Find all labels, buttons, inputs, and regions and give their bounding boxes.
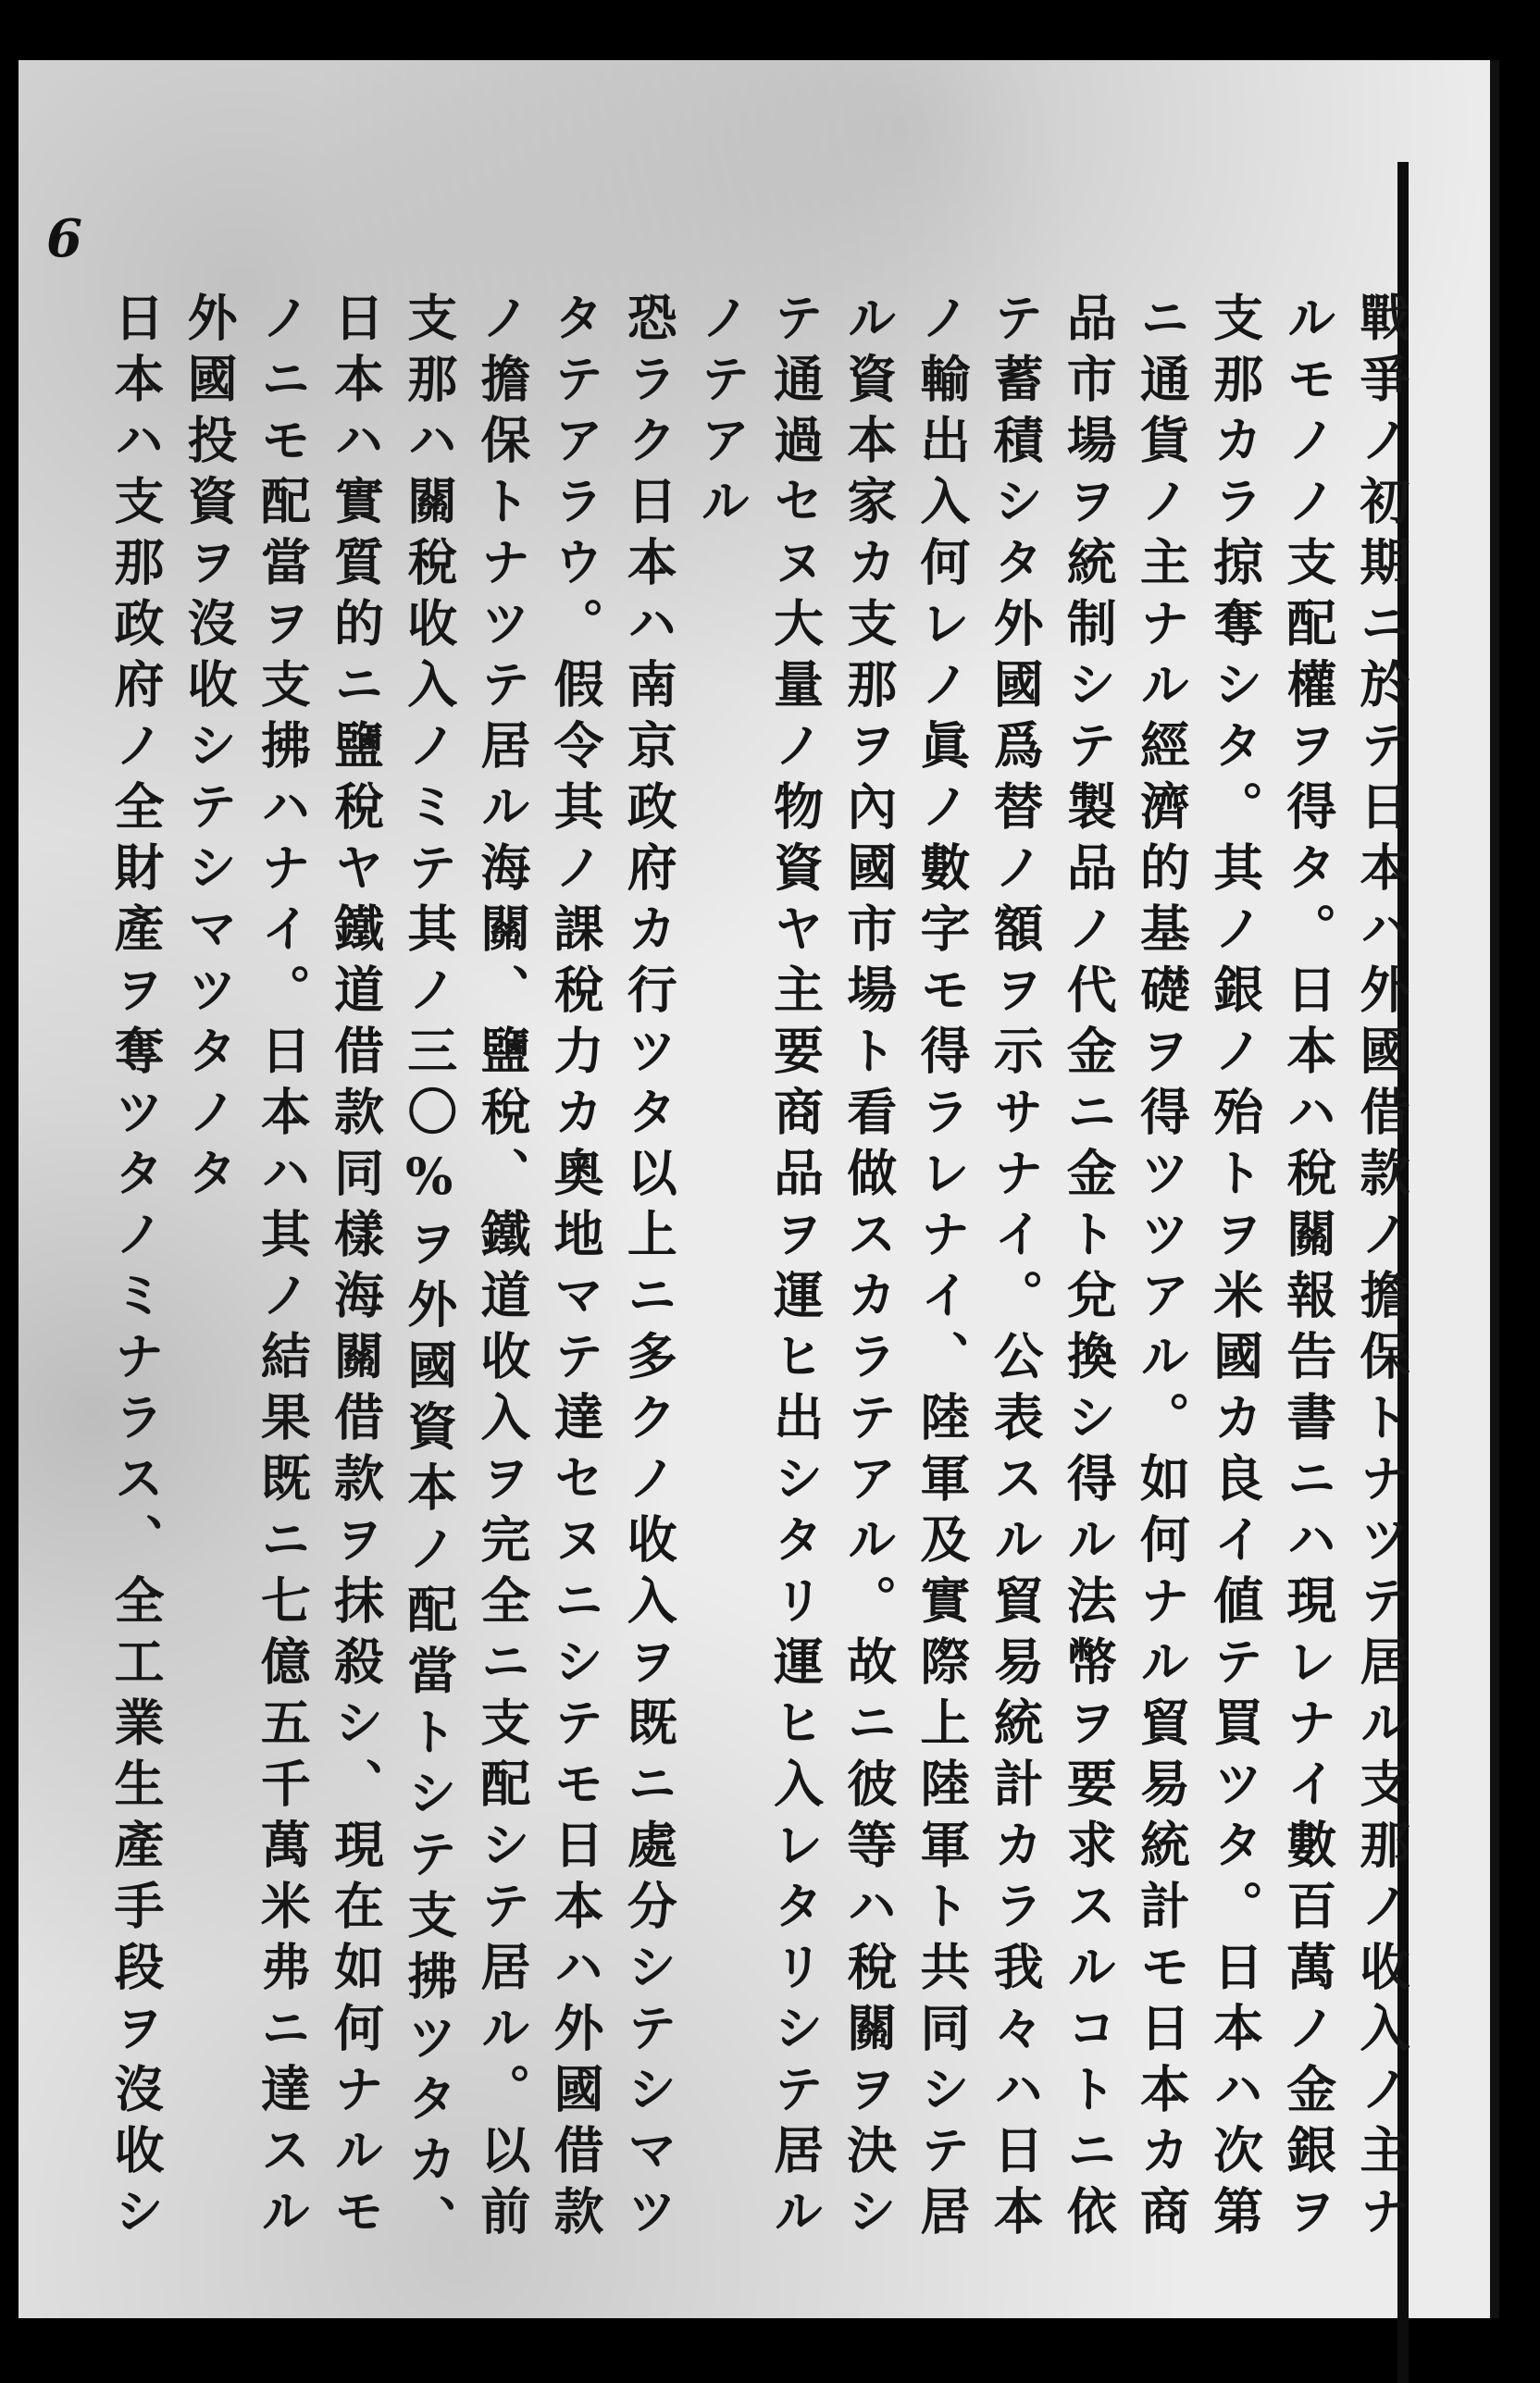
text-column: ノニモ配當ヲ支拂ハナイ。日本ハ其ノ結果既ニ七億五千萬米弗ニ達スル: [253, 292, 313, 2246]
text-column: ル資本家カ支那ヲ內國市場ト看做スカラテアル。故ニ彼等ハ稅關ヲ決シ: [838, 292, 899, 2246]
text-column: テ通過セヌ大量ノ物資ヤ主要商品ヲ運ヒ出シタリ運ヒ入レタリシテ居ル: [765, 292, 826, 2246]
text-column: 戰爭ノ初期ニ於テ日本ハ外國借款ノ擔保トナツテ居ル支那ノ收入ノ主ナ: [1351, 292, 1411, 2246]
text-column: 外國投資ヲ沒收シテシマツタノタ: [180, 292, 240, 1208]
text-column: 品市場ヲ統制シテ製品ノ代金ニ金ト兌換シ得ル法幣ヲ要求スルコトニ依: [1059, 292, 1119, 2246]
text-column: ノテアル: [692, 292, 752, 536]
document-page: [19, 60, 1499, 2318]
text-column: ノ擔保トナツテ居ル海關、鹽稅、鐵道收入ヲ完全ニ支配シテ居ル。以前: [472, 292, 532, 2246]
text-column: ノ輸出入何レノ眞ノ數字モ得ラレナイ、陸軍及實際上陸軍ト共同シテ居: [912, 292, 972, 2246]
page-number: 6: [46, 208, 82, 269]
text-column: 日本ハ支那政府ノ全財產ヲ奪ツタノミナラス、全工業生產手段ヲ沒收シ: [106, 292, 166, 2246]
text-column: 日本ハ實質的ニ鹽稅ヤ鐵道借款同樣海關借款ヲ抹殺シ、現在如何ナルモ: [326, 292, 386, 2246]
text-column: 恐ラク日本ハ南京政府カ行ツタ以上ニ多クノ收入ヲ既ニ處分シテシマツ: [619, 292, 679, 2246]
text-column: タテアラウ。假令其ノ課稅力カ奧地マテ達セヌニシテモ日本ハ外國借款: [546, 292, 606, 2246]
text-column: ニ通貨ノ主ナル經濟的基礎ヲ得ツツアル。如何ナル貿易統計モ日本カ商: [1132, 292, 1192, 2246]
text-column: 支那ハ關稅收入ノミテ其ノ三〇%ヲ外國資本ノ配當トシテ支拂ツタカ、: [399, 292, 459, 2255]
text-column: ルモノノ支配權ヲ得タ。日本ハ稅關報告書ニハ現レナイ數百萬ノ金銀ヲ: [1278, 292, 1338, 2246]
vertical-text-block: [106, 292, 1411, 2327]
text-column: テ蓄積シタ外國爲替ノ額ヲ示サナイ。公表スル貿易統計カラ我々ハ日本: [986, 292, 1046, 2246]
text-column: 支那カラ掠奪シタ。其ノ銀ノ殆トヲ米國カ良イ値テ買ツタ。日本ハ次第: [1205, 292, 1265, 2246]
